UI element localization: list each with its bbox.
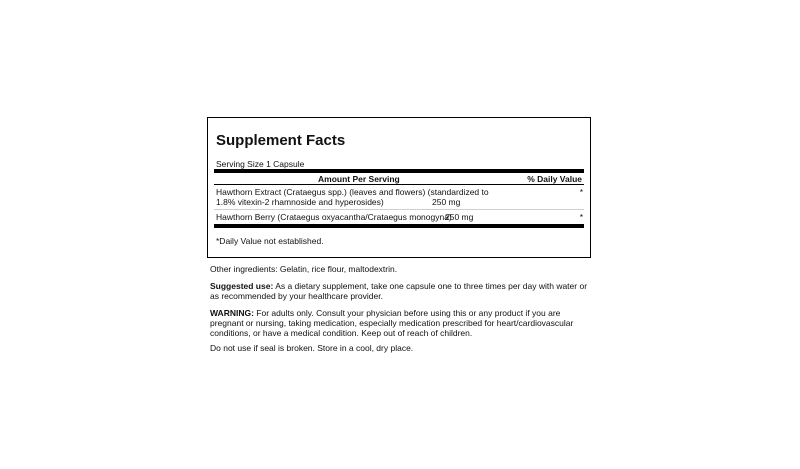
ingredient-row-1-line-2: 1.8% vitexin-2 rhamnoside and hyperosides) xyxy=(216,197,384,207)
row-divider xyxy=(214,209,584,210)
other-ingredients: Other ingredients: Gelatin, rice flour, maltodextrin. xyxy=(210,264,398,274)
supplement-facts-panel xyxy=(207,117,591,258)
facts-title: Supplement Facts xyxy=(216,132,346,149)
ingredient-row-2-amount: 250 mg xyxy=(445,212,474,222)
warning-label: WARNING: xyxy=(210,308,254,318)
suggested-use-text: As a dietary supplement, take one capsule one to three times per day with water or as recommended by your healthcare provider. xyxy=(210,281,588,301)
warning xyxy=(210,308,590,338)
ingredient-row-2-name: Hawthorn Berry (Crataegus oxyacantha/Crataegus monogyna) xyxy=(216,212,452,222)
warning-text: For adults only. Consult your physician before using this or any product if you are pregnant or nursing, taking medication, especially medication prescribed for heart/cardiovascular conditions, or have a medical condition. Keep out of reach of children. xyxy=(210,308,574,338)
ingredient-row-2-dv: * xyxy=(579,212,583,222)
header-amount-per-serving: Amount Per Serving xyxy=(318,174,400,184)
daily-value-footnote: *Daily Value not established. xyxy=(216,236,324,246)
ingredient-row-1-line-1: Hawthorn Extract (Crataegus spp.) (leaves and flowers) (standardized to xyxy=(216,187,489,197)
ingredient-row-1-amount: 250 mg xyxy=(432,197,461,207)
header-daily-value: % Daily Value xyxy=(527,174,582,184)
serving-size: Serving Size 1 Capsule xyxy=(216,159,305,169)
storage-note: Do not use if seal is broken. Store in a cool, dry place. xyxy=(210,343,414,353)
thick-rule-bottom xyxy=(214,224,584,228)
thin-rule-header xyxy=(214,184,584,185)
thick-rule-top xyxy=(214,169,584,173)
ingredient-row-1-dv: * xyxy=(579,187,583,197)
suggested-use xyxy=(210,281,590,301)
suggested-use-label: Suggested use: xyxy=(210,281,274,291)
